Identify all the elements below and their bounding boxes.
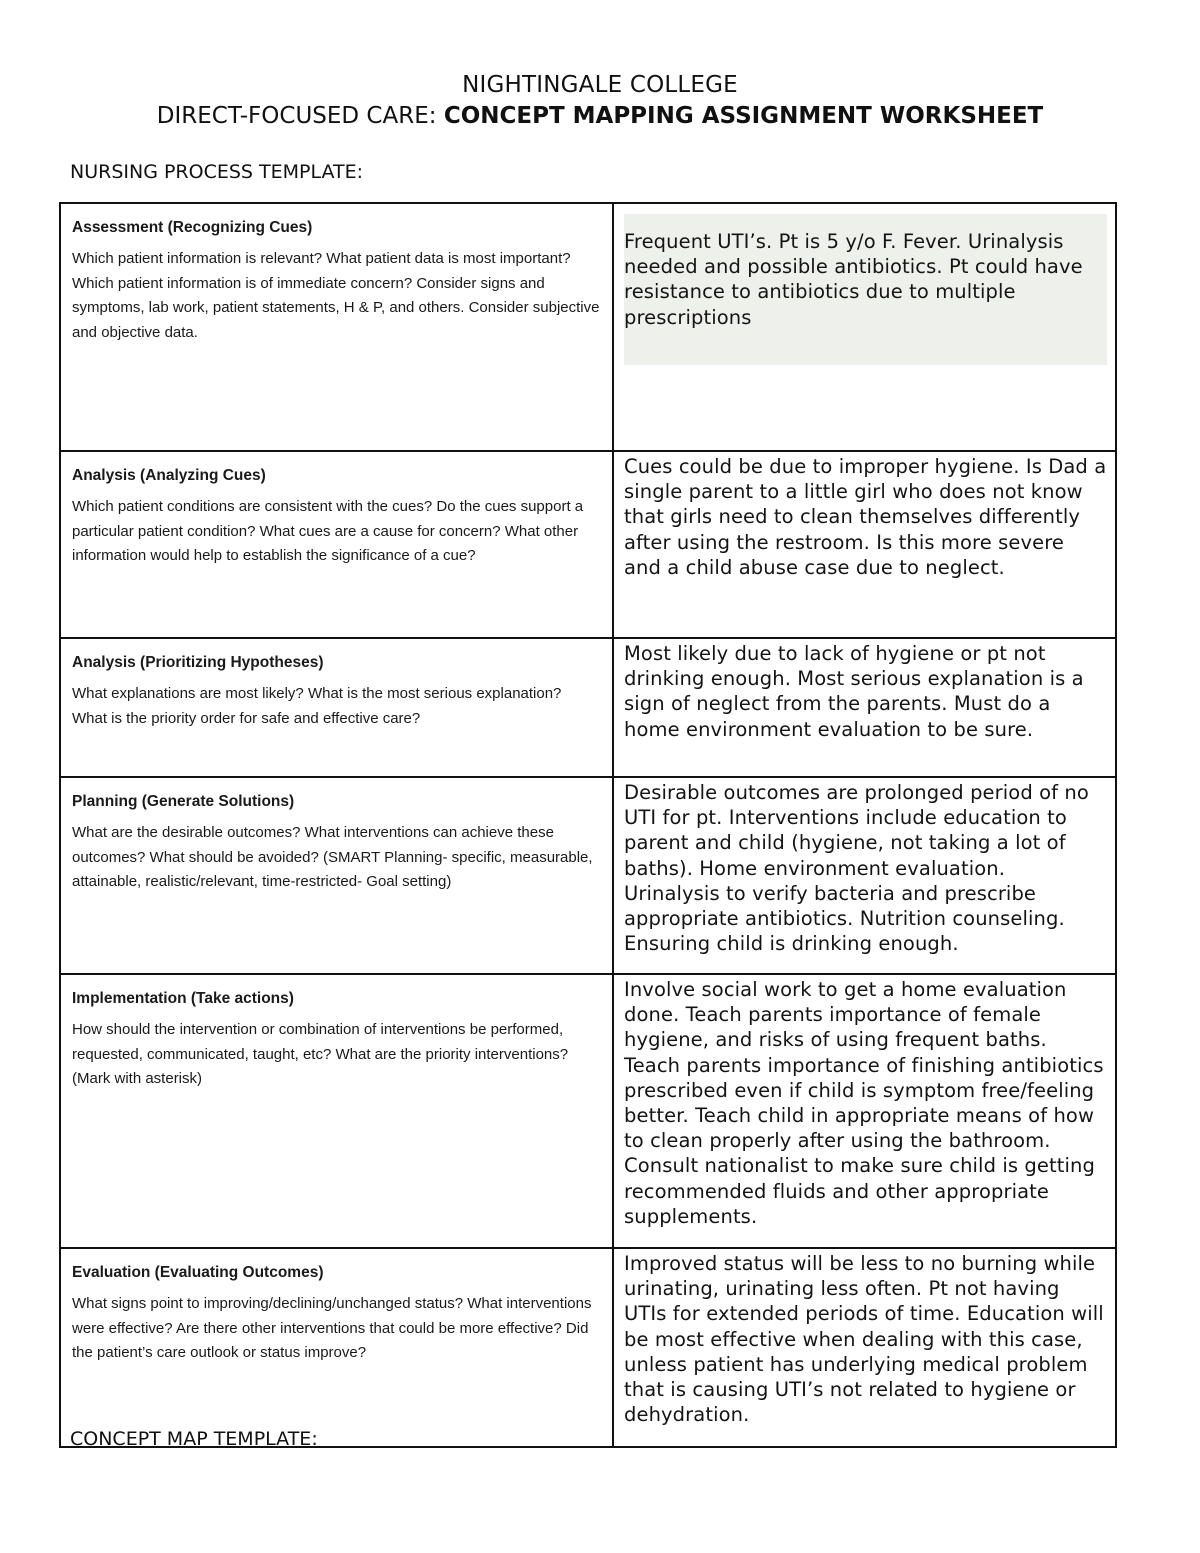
table-row-analysis-cues [60, 451, 1116, 638]
step-title: Assessment (Recognizing Cues) [72, 219, 313, 236]
table-row-implementation [60, 974, 1116, 1248]
document-header [0, 70, 1200, 132]
answer-cell[interactable] [613, 777, 1116, 974]
table-row-assessment [60, 203, 1116, 451]
worksheet-title-prefix: DIRECT-FOCUSED CARE: [156, 103, 444, 129]
answer-cell[interactable] [613, 638, 1116, 777]
nursing-process-label: NURSING PROCESS TEMPLATE: [70, 161, 364, 183]
concept-map-label: CONCEPT MAP TEMPLATE: [70, 1428, 318, 1450]
prompt-cell [60, 203, 613, 451]
step-answer[interactable]: Most likely due to lack of hygiene or pt not drinking enough. Most serious explanation is a sign of neglect from the parents. Must do a home environment evaluation to be sure. [624, 642, 1084, 741]
step-prompt: Which patient conditions are consistent with the cues? Do the cues support a particular patient condition? What cues are a cause for concern? What other information would help to establish the significance of a cue? [72, 498, 584, 564]
step-title: Evaluation (Evaluating Outcomes) [72, 1264, 324, 1281]
worksheet-title-bold: CONCEPT MAPPING ASSIGNMENT WORKSHEET [443, 103, 1044, 129]
prompt-cell [60, 777, 613, 974]
answer-cell[interactable] [613, 451, 1116, 638]
step-answer[interactable]: Frequent UTI’s. Pt is 5 y/o F. Fever. Urinalysis needed and possible antibiotics. Pt could have resistance to antibiotics due to multiple prescriptions [624, 230, 1083, 329]
step-prompt: How should the intervention or combination of interventions be performed, requested, communicated, taught, etc? What are the priority interventions? (Mark with asterisk) [72, 1021, 569, 1087]
table-row-planning [60, 777, 1116, 974]
step-answer[interactable]: Desirable outcomes are prolonged period of no UTI for pt. Interventions include education to parent and child (hygiene, not taking a lot of baths). Home environment evaluation. Urinalysis to verify bacteria and prescribe appropriate antibiotics. Nutrition counseling. Ensuring child is drinking enough. [624, 781, 1089, 956]
step-prompt: What signs point to improving/declining/unchanged status? What interventions were effective? Are there other interventions that could be more effective? Did the patient’s care outlook or status improve? [72, 1295, 592, 1361]
step-answer[interactable]: Improved status will be less to no burning while urinating, urinating less often. Pt not having UTIs for extended periods of time. Education will be most effective when dealing with this case, unless patient has underlying medical problem that is causing UTI’s not related to hygiene or dehydration. [624, 1252, 1104, 1427]
table-row-analysis-hypotheses [60, 638, 1116, 777]
college-name: NIGHTINGALE COLLEGE [462, 72, 738, 98]
step-title: Analysis (Analyzing Cues) [72, 467, 266, 484]
table-row-evaluation [60, 1248, 1116, 1447]
nursing-process-table [59, 202, 1117, 1448]
prompt-cell [60, 451, 613, 638]
prompt-cell [60, 638, 613, 777]
answer-cell[interactable] [613, 974, 1116, 1248]
step-title: Implementation (Take actions) [72, 990, 294, 1007]
prompt-cell [60, 1248, 613, 1447]
step-prompt: What are the desirable outcomes? What interventions can achieve these outcomes? What should be avoided? (SMART Planning- specific, measurable, attainable, realistic/relevant, time-restricted- Goal setting) [72, 824, 593, 890]
step-title: Planning (Generate Solutions) [72, 793, 295, 810]
step-title: Analysis (Prioritizing Hypotheses) [72, 654, 324, 671]
step-prompt: What explanations are most likely? What is the most serious explanation? What is the priority order for safe and effective care? [72, 685, 562, 727]
prompt-cell [60, 974, 613, 1248]
answer-highlight [624, 214, 1107, 365]
answer-cell[interactable] [613, 1248, 1116, 1447]
step-answer[interactable]: Involve social work to get a home evaluation done. Teach parents importance of female hygiene, and risks of using frequent baths. Teach parents importance of finishing antibiotics prescribed even if child is symptom free/feeling better. Teach child in appropriate means of how to clean properly after using the bathroom. Consult nationalist to make sure child is getting recommended fluids and other appropriate supplements. [624, 978, 1104, 1228]
step-prompt: Which patient information is relevant? What patient data is most important? Which patient information is of immediate concern? Consider signs and symptoms, lab work, patient statements, H & P, and others. Consider subjective and objective data. [72, 250, 600, 341]
worksheet-title [0, 100, 1200, 132]
answer-cell[interactable] [613, 203, 1116, 451]
step-answer[interactable]: Cues could be due to improper hygiene. Is Dad a single parent to a little girl who does not know that girls need to clean themselves differently after using the restroom. Is this more severe and a child abuse case due to neglect. [624, 455, 1107, 579]
